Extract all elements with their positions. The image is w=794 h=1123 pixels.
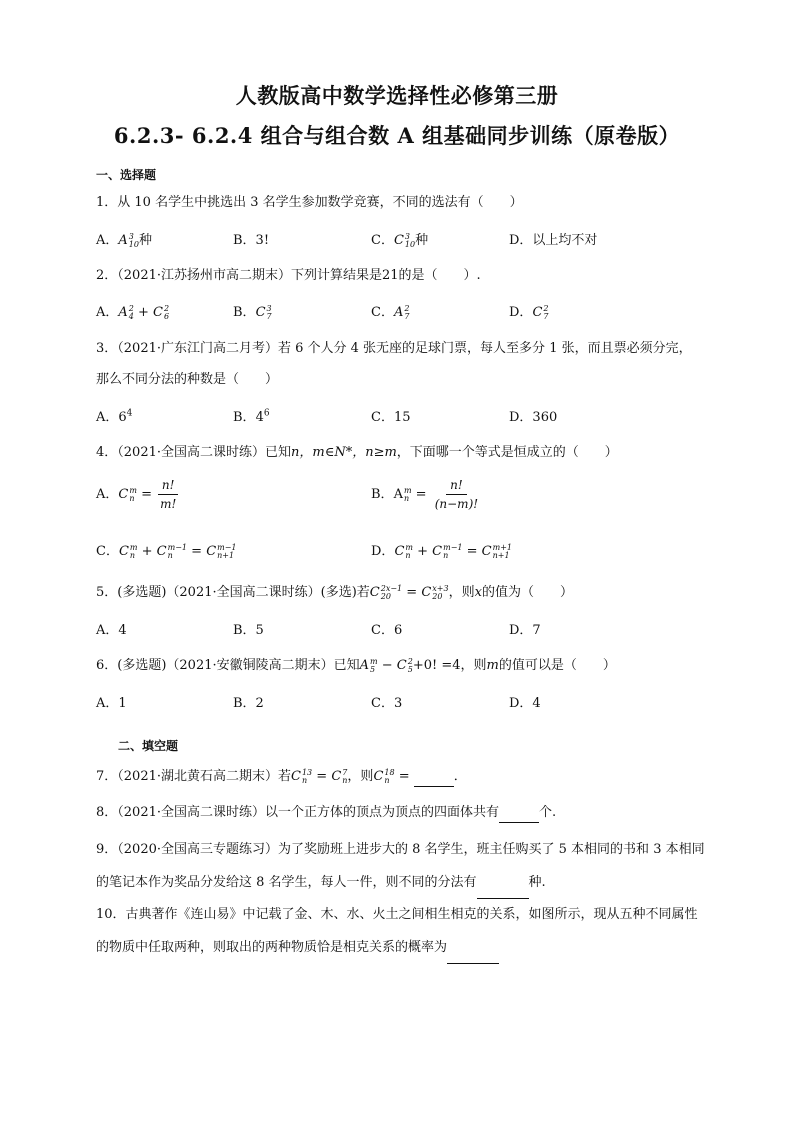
question-1-option-a: A．A 3 10 种 bbox=[96, 231, 152, 249]
question-1-option-d: D．以上均不对 bbox=[509, 233, 598, 248]
document-subtitle: 6.2.3- 6.2.4 组合与组合数 A 组基础同步训练（原卷版） bbox=[113, 123, 681, 148]
question-7-stem: 7．（2021·湖北黄石高二期末）若C 13 n = C 7 n ，则C 18 n = ． bbox=[96, 767, 706, 787]
question-4-option-a: A．C m n = $\frac{n!}{m!}$ bbox=[96, 478, 180, 511]
question-1-stem: 1．从 10 名学生中挑选出 3 名学生参加数学竞赛，不同的选法有（ ） bbox=[96, 195, 523, 210]
question-6-option-a: A．1 bbox=[96, 696, 127, 711]
question-5-option-b: B．5 bbox=[233, 623, 264, 638]
question-2-option-d: D．C 2 7 bbox=[509, 303, 549, 321]
document-title: 人教版高中数学选择性必修第三册 bbox=[235, 83, 559, 108]
question-2-stem: 2．（2021·江苏扬州市高二期末）下列计算结果是21的是（ ）. bbox=[96, 268, 481, 283]
question-5-option-a: A．4 bbox=[96, 623, 127, 638]
question-4-option-d: D．C m n + C m−1 n = C m+1 n+1 bbox=[371, 542, 513, 560]
question-6-option-d: D．4 bbox=[509, 696, 541, 711]
question-3-stem-line1: 3．（2021·广东江门高二月考）若 6 个人分 4 张无座的足球门票，每人至多分 1 张，而且票必须分完， bbox=[96, 341, 692, 356]
question-5-option-d: D．7 bbox=[509, 623, 541, 638]
question-3-option-b: B．$4^6$ bbox=[233, 408, 270, 425]
answer-blank bbox=[477, 884, 529, 899]
question-6-option-b: B．2 bbox=[233, 696, 264, 711]
question-3-option-d: D．360 bbox=[509, 410, 558, 425]
question-1-option-c: C．C 3 10 种 bbox=[371, 231, 429, 249]
question-5-stem: 5．(多选题)（2021·全国高二课时练）(多选)若C 2x−1 20 = C x+3 20 ，则x的值为（ ） bbox=[96, 583, 573, 601]
answer-blank bbox=[414, 772, 454, 787]
question-2-option-b: B．C 3 7 bbox=[233, 303, 272, 321]
question-4-option-b: B．A m n = $\frac{n!}{(n-m)!}$ bbox=[371, 478, 479, 511]
question-6-stem: 6．(多选题)（2021·安徽铜陵高二期末）已知A m 5 − C 2 5 +0! =4，则m的值可以是（ ） bbox=[96, 656, 616, 674]
question-1-option-b: B．3! bbox=[233, 233, 270, 248]
answer-blank bbox=[499, 808, 539, 823]
section-heading-choice: 一、选择题 bbox=[96, 168, 157, 182]
section-heading-fill: 二、填空题 bbox=[118, 739, 179, 753]
question-3-option-a: A．$6^4$ bbox=[96, 408, 133, 425]
question-2-option-c: C．A 2 7 bbox=[371, 303, 410, 321]
question-6-option-c: C．3 bbox=[371, 696, 403, 711]
question-4-stem: 4．（2021·全国高二课时练）已知n，m∈N*，n≥m，下面哪一个等式是恒成立的（ ） bbox=[96, 445, 618, 460]
question-8-stem: 8．（2021·全国高二课时练）以一个正方体的顶点为顶点的四面体共有 个. bbox=[96, 803, 706, 823]
question-5-option-c: C．6 bbox=[371, 623, 403, 638]
question-3-option-c: C．15 bbox=[371, 410, 411, 425]
question-4-option-c: C．C m n + C m−1 n = C m−1 n+1 bbox=[96, 542, 237, 560]
question-9-stem: 9．（2020·全国高三专题练习）为了奖励班上进步大的 8 名学生，班主任购买了 5 本相同的书和 3 本相同的笔记本作为奖品分发给这 8 名学生，每人一件，则不同的分法有 种. bbox=[96, 833, 706, 899]
answer-blank bbox=[447, 949, 499, 964]
question-10-stem: 10．古典著作《连山易》中记载了金、木、水、火土之间相生相克的关系，如图所示，现从五种不同属性的物质中任取两种，则取出的两种物质恰是相克关系的概率为 bbox=[96, 898, 706, 964]
question-2-option-a: A．A 2 4 + C 2 6 bbox=[96, 303, 170, 321]
question-3-stem-line2: 那么不同分法的种数是（ ） bbox=[96, 372, 279, 387]
